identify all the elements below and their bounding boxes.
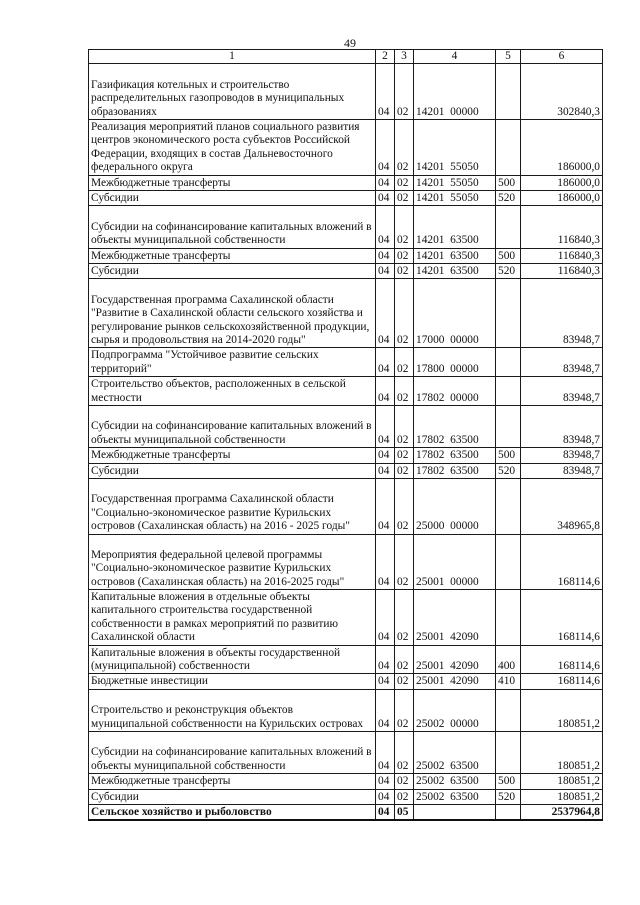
row-section: 04 (376, 645, 395, 674)
row-name: Субсидии на софинансирование капитальных вложений в объекты муниципальной собственности (89, 206, 376, 248)
row-section: 04 (376, 64, 395, 120)
row-amount: 83948,7 (521, 463, 603, 478)
row-name: Субсидии на софинансирование капитальных вложений в объекты муниципальной собственности (89, 405, 376, 447)
row-target-article: 14201 55050 (414, 190, 496, 205)
row-target-article: 17802 63500 (414, 463, 496, 478)
table-row (89, 263, 603, 278)
row-target-article: 14201 63500 (414, 248, 496, 263)
row-amount: 83948,7 (521, 377, 603, 406)
table-row (89, 448, 603, 463)
row-section: 04 (376, 448, 395, 463)
row-subsection: 02 (395, 190, 414, 205)
row-name: Межбюджетные трансферты (89, 448, 376, 463)
row-name: Капитальные вложения в отдельные объекты капитального строительства государственной собственности в рамках мероприятий по развитию Сахалинской области (89, 590, 376, 646)
row-subsection: 02 (395, 689, 414, 731)
row-section: 04 (376, 789, 395, 804)
row-subsection: 02 (395, 64, 414, 120)
row-name: Государственная программа Сахалинской области "Социально-экономическое развитие Курильских островов (Сахалинская область) на 2016 - 2025 годы" (89, 478, 376, 534)
row-expense-type: 400 (496, 645, 521, 674)
row-target-article: 17802 00000 (414, 377, 496, 406)
row-target-article: 17802 63500 (414, 405, 496, 447)
row-section: 04 (376, 348, 395, 377)
header-col-3: 3 (395, 50, 414, 64)
row-amount: 83948,7 (521, 405, 603, 447)
row-subsection: 02 (395, 774, 414, 789)
header-col-5: 5 (496, 50, 521, 64)
row-amount: 186000,0 (521, 120, 603, 176)
row-subsection: 02 (395, 405, 414, 447)
table-row (89, 279, 603, 348)
row-target-article: 25001 42090 (414, 590, 496, 646)
row-amount: 180851,2 (521, 732, 603, 774)
row-amount: 180851,2 (521, 689, 603, 731)
row-section: 04 (376, 120, 395, 176)
row-subsection: 02 (395, 448, 414, 463)
table-body (89, 64, 603, 820)
row-amount: 348965,8 (521, 478, 603, 534)
row-target-article: 17802 63500 (414, 448, 496, 463)
row-amount: 168114,6 (521, 674, 603, 689)
table-row (89, 645, 603, 674)
row-expense-type: 500 (496, 175, 521, 190)
row-expense-type (496, 206, 521, 248)
row-subsection: 02 (395, 478, 414, 534)
row-section: 04 (376, 190, 395, 205)
row-name: Капитальные вложения в объекты государственной (муниципальной) собственности (89, 645, 376, 674)
table-row (89, 478, 603, 534)
row-section: 04 (376, 590, 395, 646)
row-expense-type (496, 590, 521, 646)
table-row (89, 590, 603, 646)
row-expense-type: 500 (496, 448, 521, 463)
row-section: 04 (376, 774, 395, 789)
row-expense-type (496, 120, 521, 176)
row-subsection: 02 (395, 263, 414, 278)
row-target-article: 14201 55050 (414, 175, 496, 190)
total-row (89, 805, 603, 820)
row-name: Газификация котельных и строительство распределительных газопроводов в муниципальных образованиях (89, 64, 376, 120)
row-expense-type: 520 (496, 463, 521, 478)
row-expense-type: 410 (496, 674, 521, 689)
row-amount: 116840,3 (521, 206, 603, 248)
row-target-article: 14201 55050 (414, 120, 496, 176)
row-subsection: 02 (395, 590, 414, 646)
row-amount: 83948,7 (521, 448, 603, 463)
row-expense-type (496, 405, 521, 447)
row-name: Субсидии (89, 190, 376, 205)
row-target-article: 17000 00000 (414, 279, 496, 348)
row-section: 04 (376, 463, 395, 478)
row-subsection: 02 (395, 674, 414, 689)
row-target-article: 14201 63500 (414, 263, 496, 278)
row-name: Бюджетные инвестиции (89, 674, 376, 689)
table-row (89, 377, 603, 406)
row-amount: 116840,3 (521, 263, 603, 278)
row-subsection: 02 (395, 645, 414, 674)
row-expense-type: 520 (496, 263, 521, 278)
row-name: Субсидии (89, 789, 376, 804)
row-section: 04 (376, 175, 395, 190)
row-amount: 186000,0 (521, 190, 603, 205)
header-col-2: 2 (376, 50, 395, 64)
row-name: Государственная программа Сахалинской области "Развитие в Сахалинской области сельского хозяйства и регулирование рынков сельскохозяйственной продукции, сырья и продовольствия на 2014-2020 годы" (89, 279, 376, 348)
table-row (89, 64, 603, 120)
table-row (89, 534, 603, 590)
table-row (89, 248, 603, 263)
table-row (89, 405, 603, 447)
row-subsection: 02 (395, 732, 414, 774)
row-target-article: 17800 00000 (414, 348, 496, 377)
row-name: Межбюджетные трансферты (89, 175, 376, 190)
row-target-article (414, 805, 496, 820)
header-col-4: 4 (414, 50, 496, 64)
table-row (89, 674, 603, 689)
table-row (89, 120, 603, 176)
row-name: Строительство и реконструкция объектов муниципальной собственности на Курильских островах (89, 689, 376, 731)
row-target-article: 25001 00000 (414, 534, 496, 590)
row-expense-type: 520 (496, 190, 521, 205)
row-expense-type: 500 (496, 774, 521, 789)
row-target-article: 25001 42090 (414, 645, 496, 674)
header-col-1: 1 (89, 50, 376, 64)
row-name: Реализация мероприятий планов социального развития центров экономического роста субъектов Российской Федерации, входящих в состав Дальневосточного федерального округа (89, 120, 376, 176)
row-expense-type: 500 (496, 248, 521, 263)
row-subsection: 02 (395, 463, 414, 478)
row-subsection: 02 (395, 206, 414, 248)
row-amount: 116840,3 (521, 248, 603, 263)
row-name: Строительство объектов, расположенных в сельской местности (89, 377, 376, 406)
row-amount: 83948,7 (521, 348, 603, 377)
row-name: Сельское хозяйство и рыболовство (89, 805, 376, 820)
row-target-article: 14201 00000 (414, 64, 496, 120)
row-subsection: 02 (395, 789, 414, 804)
row-subsection: 05 (395, 805, 414, 820)
row-amount: 2537964,8 (521, 805, 603, 820)
row-name: Подпрограмма "Устойчивое развитие сельских территорий" (89, 348, 376, 377)
table-row (89, 348, 603, 377)
row-expense-type (496, 689, 521, 731)
row-section: 04 (376, 248, 395, 263)
row-target-article: 25000 00000 (414, 478, 496, 534)
row-name: Межбюджетные трансферты (89, 248, 376, 263)
row-section: 04 (376, 805, 395, 820)
row-amount: 180851,2 (521, 789, 603, 804)
table-row (89, 732, 603, 774)
row-section: 04 (376, 377, 395, 406)
row-section: 04 (376, 534, 395, 590)
row-amount: 168114,6 (521, 645, 603, 674)
row-subsection: 02 (395, 377, 414, 406)
row-expense-type (496, 478, 521, 534)
row-amount: 168114,6 (521, 590, 603, 646)
row-name: Субсидии на софинансирование капитальных вложений в объекты муниципальной собственности (89, 732, 376, 774)
row-expense-type (496, 534, 521, 590)
row-section: 04 (376, 478, 395, 534)
row-expense-type: 520 (496, 789, 521, 804)
row-subsection: 02 (395, 348, 414, 377)
row-expense-type (496, 805, 521, 820)
row-target-article: 25002 00000 (414, 689, 496, 731)
budget-table (88, 49, 603, 821)
row-section: 04 (376, 206, 395, 248)
page-number: 49 (344, 36, 356, 50)
table-row (89, 774, 603, 789)
row-section: 04 (376, 405, 395, 447)
table-row (89, 206, 603, 248)
row-name: Мероприятия федеральной целевой программы "Социально-экономическое развитие Курильских островов (Сахалинская область) на 2016-2025 годы" (89, 534, 376, 590)
row-subsection: 02 (395, 248, 414, 263)
row-name: Субсидии (89, 463, 376, 478)
row-subsection: 02 (395, 175, 414, 190)
row-amount: 302840,3 (521, 64, 603, 120)
row-expense-type (496, 348, 521, 377)
row-subsection: 02 (395, 120, 414, 176)
row-subsection: 02 (395, 534, 414, 590)
row-amount: 186000,0 (521, 175, 603, 190)
table-row (89, 190, 603, 205)
row-target-article: 25002 63500 (414, 732, 496, 774)
row-expense-type (496, 64, 521, 120)
table-row (89, 463, 603, 478)
row-name: Субсидии (89, 263, 376, 278)
row-section: 04 (376, 732, 395, 774)
row-section: 04 (376, 689, 395, 731)
row-amount: 168114,6 (521, 534, 603, 590)
table-row (89, 789, 603, 804)
row-expense-type (496, 279, 521, 348)
row-target-article: 14201 63500 (414, 206, 496, 248)
row-name: Межбюджетные трансферты (89, 774, 376, 789)
row-expense-type (496, 377, 521, 406)
row-section: 04 (376, 279, 395, 348)
header-row (89, 50, 603, 64)
table-row (89, 689, 603, 731)
row-target-article: 25002 63500 (414, 774, 496, 789)
header-col-6: 6 (521, 50, 603, 64)
row-section: 04 (376, 674, 395, 689)
row-target-article: 25001 42090 (414, 674, 496, 689)
row-target-article: 25002 63500 (414, 789, 496, 804)
table-row (89, 175, 603, 190)
row-amount: 83948,7 (521, 279, 603, 348)
row-section: 04 (376, 263, 395, 278)
row-expense-type (496, 732, 521, 774)
row-amount: 180851,2 (521, 774, 603, 789)
row-subsection: 02 (395, 279, 414, 348)
